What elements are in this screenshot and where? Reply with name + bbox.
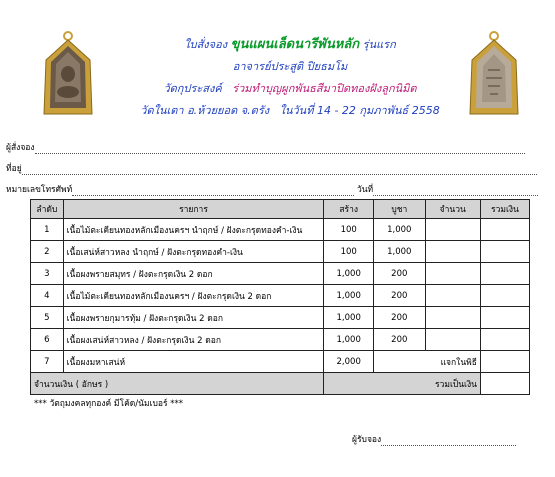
purpose-text: ร่วมทำบุญผูกพันธสีมาปิดทองฝังลูกนิมิต — [232, 82, 417, 95]
date-blank[interactable] — [373, 186, 538, 196]
header-no: ลำดับ — [31, 200, 64, 219]
date-label: วันที่ — [356, 185, 374, 195]
orderer-blank[interactable] — [35, 144, 525, 154]
row-item: เนื้อผงมหาเสน่ห์ — [63, 351, 324, 373]
receiver-signature-field[interactable] — [352, 432, 516, 446]
row-item: เนื้อไม้ตะเคียนทองหลักเมืองนครฯ นำฤกษ์ / ฝังตะกรุดทองคำ-เงิน — [63, 219, 324, 241]
row-qty-cell[interactable] — [425, 285, 480, 307]
table-row — [31, 285, 530, 307]
phone-blank[interactable] — [72, 186, 354, 196]
purpose-label: วัดกุประสงค์ — [163, 82, 222, 95]
row-total-cell[interactable] — [480, 307, 529, 329]
row-bucha: 200 — [374, 307, 426, 329]
row-price: 1,000 — [324, 285, 374, 307]
orderer-label: ผู้สั่งจอง — [6, 143, 35, 153]
header-item: รายการ — [63, 200, 324, 219]
table-row — [31, 329, 530, 351]
row-price: 1,000 — [324, 329, 374, 351]
phone-label: หมายเลขโทรศัพท์ — [6, 185, 73, 195]
row-bucha: 1,000 — [374, 241, 426, 263]
row-no: 5 — [31, 307, 64, 329]
amulet-title: ขุนแผนเล็ดนารีพันหลัก — [230, 37, 360, 52]
row-qty-cell[interactable] — [425, 307, 480, 329]
master-name: อาจารย์ประสูติ ปิยธมโม — [232, 60, 348, 73]
row-no: 3 — [31, 263, 64, 285]
receiver-blank[interactable] — [381, 436, 516, 446]
row-item: เนื้อผงพรายสมุทร / ฝังตะกรุดเงิน 2 ดอก — [63, 263, 324, 285]
row-total-cell[interactable] — [480, 351, 529, 373]
row-no: 6 — [31, 329, 64, 351]
header-bucha: บูชา — [374, 200, 426, 219]
header-price: สร้าง — [324, 200, 374, 219]
row-no: 4 — [31, 285, 64, 307]
row-item: เนื้อผงเสน่ห์สาวหลง / ฝังตะกรุดเงิน 2 ดอก — [63, 329, 324, 351]
header-total: รวมเงิน — [480, 200, 529, 219]
phone-date-field[interactable] — [6, 182, 538, 196]
sum-total-cell[interactable] — [480, 373, 529, 395]
order-table — [30, 199, 530, 395]
header-title-line — [120, 34, 460, 56]
edition-label: รุ่นแรก — [362, 38, 396, 51]
row-qty-cell[interactable] — [425, 241, 480, 263]
amulet-image-left — [36, 30, 100, 118]
row-no: 7 — [31, 351, 64, 373]
row-price: 100 — [324, 241, 374, 263]
code-number-note: *** วัตถุมงคลทุกองค์ มีโค้ด/นัมเบอร์ *** — [34, 399, 184, 409]
row-total-cell[interactable] — [480, 329, 529, 351]
purpose-line — [120, 78, 460, 100]
row-bucha: 200 — [374, 263, 426, 285]
table-row — [31, 241, 530, 263]
table-row — [31, 307, 530, 329]
header-qty: จำนวน — [425, 200, 480, 219]
row-bucha: 200 — [374, 329, 426, 351]
row-qty-cell[interactable] — [425, 329, 480, 351]
table-row — [31, 219, 530, 241]
form-header — [120, 34, 460, 122]
row-bucha: 1,000 — [374, 219, 426, 241]
row-item: เนื้อไม้ตะเคียนทองหลักเมืองนครฯ / ฝังตะกรุดเงิน 2 ดอก — [63, 285, 324, 307]
order-form-label: ใบสั่งจอง — [184, 38, 228, 51]
row-price: 100 — [324, 219, 374, 241]
row-price: 1,000 — [324, 307, 374, 329]
amulet-image-right — [462, 30, 526, 118]
sum-total-label: รวมเป็นเงิน — [324, 373, 481, 395]
row-price: 2,000 — [324, 351, 374, 373]
row-total-cell[interactable] — [480, 219, 529, 241]
ceremony-date: ในวันที่ 14 - 22 กุมภาพันธ์ 2558 — [279, 104, 440, 117]
row-total-cell[interactable] — [480, 263, 529, 285]
row-no: 1 — [31, 219, 64, 241]
row-item: เนื้อเสน่ห์สาวหลง นำฤกษ์ / ฝังตะกรุดทองคำ-เงิน — [63, 241, 324, 263]
row-qty-cell[interactable] — [425, 263, 480, 285]
table-row — [31, 351, 530, 373]
address-field[interactable] — [6, 161, 537, 175]
row-total-cell[interactable] — [480, 285, 529, 307]
sum-words-label: จำนวนเงิน ( อักษร ) — [31, 373, 324, 395]
orderer-field[interactable] — [6, 140, 525, 154]
row-qty-cell[interactable] — [425, 219, 480, 241]
row-bucha: 200 — [374, 285, 426, 307]
location-date-line — [120, 100, 460, 122]
row-item: เนื้อผงพรายกุมารทุ้ม / ฝังตะกรุดเงิน 2 ดอก — [63, 307, 324, 329]
table-row — [31, 263, 530, 285]
table-header-row — [31, 200, 530, 219]
row-price: 1,000 — [324, 263, 374, 285]
row-no: 2 — [31, 241, 64, 263]
address-blank[interactable] — [22, 165, 537, 175]
row-total-cell[interactable] — [480, 241, 529, 263]
address-label: ที่อยู่ — [6, 164, 22, 174]
receiver-label: ผู้รับจอง — [352, 435, 382, 445]
row-extra-note: แจกในพิธี — [374, 351, 481, 373]
temple-location: วัดในเตา อ.ห้วยยอด จ.ตรัง — [140, 104, 270, 117]
sum-row — [31, 373, 530, 395]
